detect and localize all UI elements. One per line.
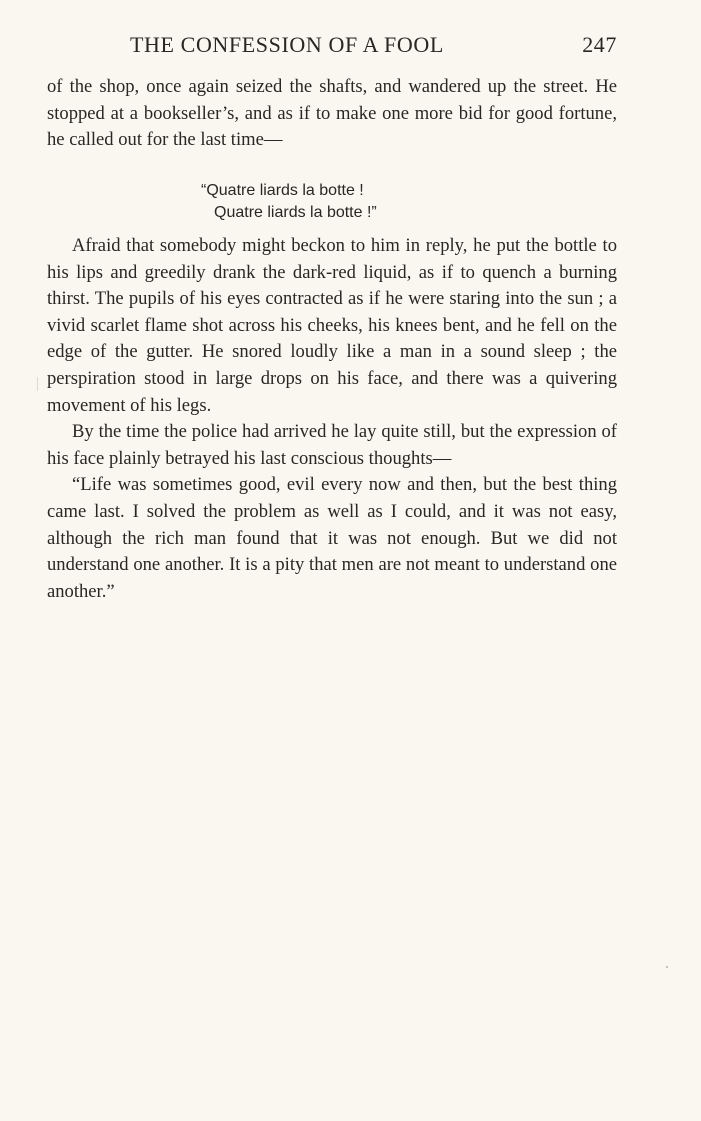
verse-line-1: “Quatre liards la botte ! [201, 182, 364, 199]
paragraph-drinking: Afraid that somebody might beckon to him in reply, he put the bottle to his lips and greedily drank the dark-red liquid, as if to quench a burning thirst. The pupils of his eyes contracted as if he were staring into the sun ; a vivid scarlet flame shot across his cheeks, his knees bent, and he fell on the edge of the gutter. He snored loudly like a man in a sound sleep ; the perspiration stood in large drops on his face, and there was a quivering movement of his legs. [47, 235, 617, 416]
street-cry-verse [201, 180, 377, 224]
page-number: 247 [582, 32, 617, 57]
opening-text-block [47, 74, 617, 154]
paragraph-last-thoughts: “Life was sometimes good, evil every now and then, but the best thing came last. I solved the problem as well as I could, and it was not easy, although the rich man found that it was not enough. But we did not understand one another. It is a pity that men are not meant to understand one another.” [47, 474, 617, 602]
paragraph-continued: of the shop, once again seized the shafts, and wandered up the street. He stopped at a bookseller’s, and as if to make one more bid for good fortune, he called out for the last time— [47, 76, 617, 151]
running-title: THE CONFESSION OF A FOOL [130, 32, 444, 57]
paragraph-police: By the time the police had arrived he lay quite still, but the expression of his face plainly betrayed his last conscious thoughts— [47, 421, 617, 469]
main-text-block [47, 233, 617, 605]
running-header [47, 30, 617, 60]
paper-mark [37, 377, 38, 391]
paper-speck [666, 966, 668, 968]
verse-line-2: Quatre liards la botte !” [214, 204, 377, 221]
